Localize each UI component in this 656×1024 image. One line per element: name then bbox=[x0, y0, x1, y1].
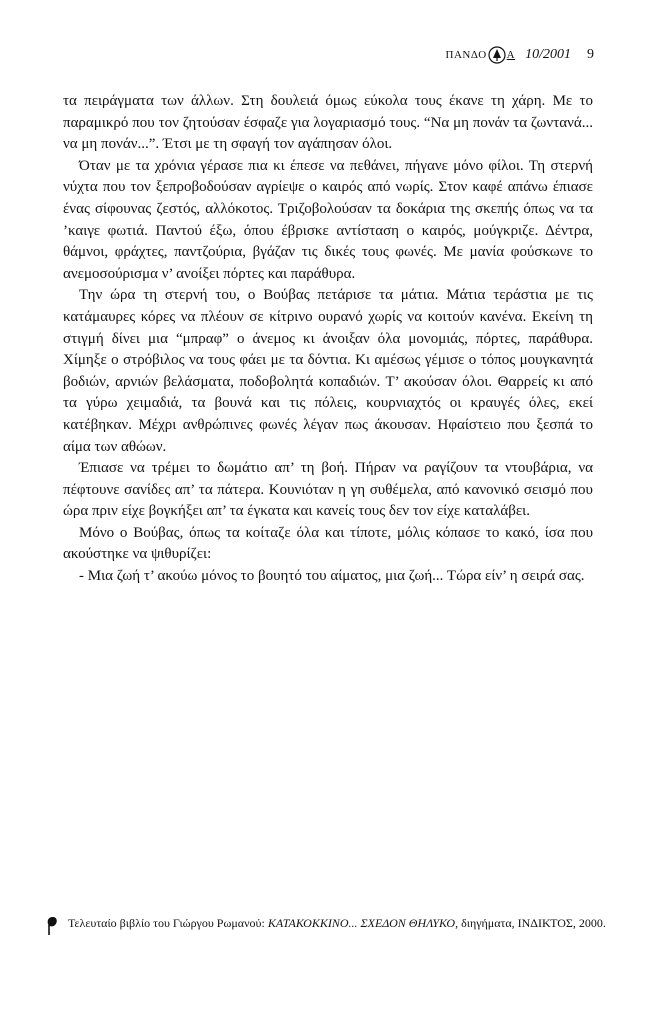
fork-logo-icon bbox=[488, 46, 506, 64]
body-text bbox=[63, 91, 593, 588]
footnote-text bbox=[68, 915, 606, 936]
paragraph: Την ώρα τη στερνή του, ο Βούβας πετάρισε τα μάτια. Μάτια τεράστια με τις κατάμαυρες κόρες να πλέουν σε κίτρινο ουρανό χωρίς να κοιτούν κανένα. Εκείνη τη στιγμή δίνει μια “μπραφ” ο άνεμος κι άνοιξαν όλα μονομιάς, πόρτες, παράθυρα. Χίμηξε ο στρόβιλος να τους φάει με τα δόντια. Κι αμέσως γέμισε ο τόπος μουγκανητά βοδιών, αρνιών βελάσματα, ποδοβολητά κοπαδιών. Τ’ ακούσαν όλοι. Θαρρείς κι από τα γύρω χειμαδιά, τα βουνά και τις πόλεις, κουρνιαχτός οι κραυγές όλες, εκεί κατέβηκαν. Μέχρι ανθρώπινες φωνές λέγαν πως άκουσαν. Ηφαίστειο που ξεσπά το αίμα των αθώων. bbox=[63, 287, 593, 455]
dialogue-line: - Μια ζωή τ’ ακούω μόνος το βουητό του αίματος, μια ζωή... Τώρα είν’ η σειρά σας. bbox=[79, 568, 585, 585]
page-number: 9 bbox=[587, 47, 594, 62]
footnote-prefix: Τελευταίο βιβλίο του Γιώργου Ρωμανού: bbox=[68, 916, 268, 930]
footnote-book-title: ΚΑΤΑΚΟΚΚΙΝΟ... ΣΧΕΔΟΝ ΘΗΛΥΚΟ bbox=[267, 916, 456, 930]
fork-logo-icon bbox=[46, 916, 60, 936]
page-header bbox=[446, 46, 595, 64]
brand-right: Α bbox=[506, 49, 516, 61]
paragraph: τα πειράγματα των άλλων. Στη δουλειά όμως εύκολα τους έκανε τη χάρη. Με το παραμικρό που τον ζητούσαν έσφαζε για λογαριασμό τους. “Να μη πονάν τα ζωντανά... να μη πονάν...”. Έτσι με τη σφαγή τον αγάπησαν όλοι. bbox=[63, 93, 593, 153]
brand-left: ΠΑΝΔΟ bbox=[445, 49, 487, 61]
paragraph: Όταν με τα χρόνια γέρασε πια κι έπεσε να πεθάνει, πήγανε μόνο φίλοι. Τη στερνή νύχτα που τον ξεπροβοδούσαν αγρίεψε ο καιρός από νωρίς. Στον καφέ απάνω έπιασε ένας σίφουνας ζεστός, αλλόκοτος. Τριζοβολούσαν τα δοκάρια της σκεπής όπως να τα ’καιγε φωτιά. Παντού έξω, όπου έβρισκε αντίσταση ο καιρός, μούγκριζε. Δέντρα, θάμνοι, φράχτες, παντζούρια, βγάζαν τις δικές τους φωνές. Με μανία φούσκωνε το ανεμοσούρισμα ν’ ανοίξει πόρτες και παράθυρα. bbox=[63, 157, 593, 282]
journal-logo bbox=[446, 46, 516, 64]
footnote bbox=[46, 915, 606, 936]
paragraph: Μόνο ο Βούβας, όπως τα κοίταζε όλα και τίποτε, μόλις κόπασε το κακό, ίσα που ακούστηκε να ψιθυρίζει: bbox=[63, 524, 593, 563]
footnote-suffix: , διηγήματα, ΙΝΔΙΚΤΟΣ, 2000. bbox=[455, 916, 606, 930]
issue-number: 10/2001 bbox=[525, 47, 571, 62]
paragraph: Έπιασε να τρέμει το δωμάτιο απ’ τη βοή. Πήραν να ραγίζουν τα ντουβάρια, να πέφτουνε σανίδες απ’ τα πάτερα. Κουνιόταν η γη συθέμελα, από κανονικό σεισμό που ώρα πριν είχε βογκήξει απ’ τα έγκατα και κανείς τους δεν τον είχε καταλάβει. bbox=[63, 460, 593, 520]
